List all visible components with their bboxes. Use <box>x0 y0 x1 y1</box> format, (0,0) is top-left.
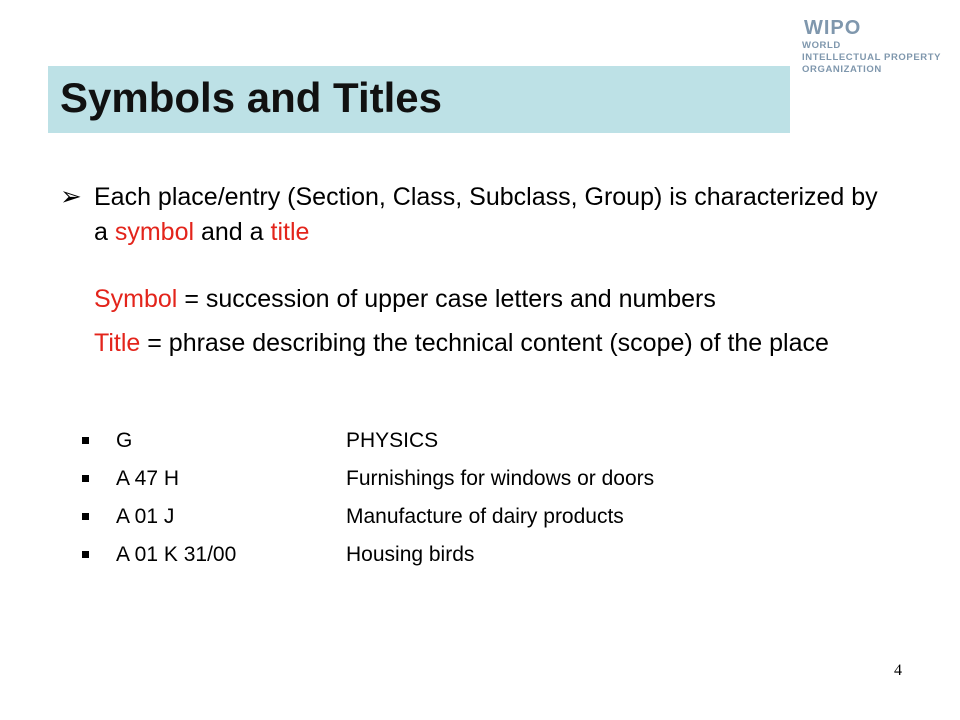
logo-line-1: WORLD <box>802 40 841 51</box>
definition-term: Symbol <box>94 285 178 313</box>
definition-term: Title <box>94 329 141 357</box>
page-number: 4 <box>894 662 902 679</box>
title-definition <box>94 326 914 361</box>
square-bullet-icon <box>82 551 89 558</box>
square-bullet-icon <box>82 475 89 482</box>
bullet-text-part2: and a <box>194 218 271 246</box>
square-bullet-icon <box>82 513 89 520</box>
example-symbol: A 47 H <box>116 467 180 490</box>
example-title: Housing birds <box>346 543 475 566</box>
logo-line-2: INTELLECTUAL PROPERTY <box>802 52 942 63</box>
definition-text: = phrase describing the technical content (scope) of the place <box>140 329 829 357</box>
main-bullet-text <box>94 180 880 250</box>
symbol-definition <box>94 282 914 317</box>
example-title: Manufacture of dairy products <box>346 505 624 528</box>
slide-title: Symbols and Titles <box>60 74 442 121</box>
definition-text: = succession of upper case letters and numbers <box>177 285 716 313</box>
symbol-word: symbol <box>114 218 195 246</box>
example-title: PHYSICS <box>346 429 439 452</box>
example-symbol: A 01 J <box>116 505 175 528</box>
wipo-logo <box>802 18 941 76</box>
bullet-text-part1: Each place/entry (Section, Class, Subclass, Group) is characterized by a <box>94 183 878 246</box>
title-bar <box>48 66 790 133</box>
example-title: Furnishings for windows or doors <box>346 467 655 490</box>
arrow-bullet-icon: ➢ <box>60 181 82 211</box>
main-bullet <box>60 180 880 250</box>
logo-line-3: ORGANIZATION <box>802 64 882 75</box>
example-symbol: G <box>116 429 133 452</box>
logo-wordmark: WIPO <box>804 17 862 39</box>
example-symbol: A 01 K 31/00 <box>116 543 237 566</box>
title-word: title <box>270 218 310 246</box>
logo-org-name <box>802 40 941 76</box>
square-bullet-icon <box>82 437 89 444</box>
